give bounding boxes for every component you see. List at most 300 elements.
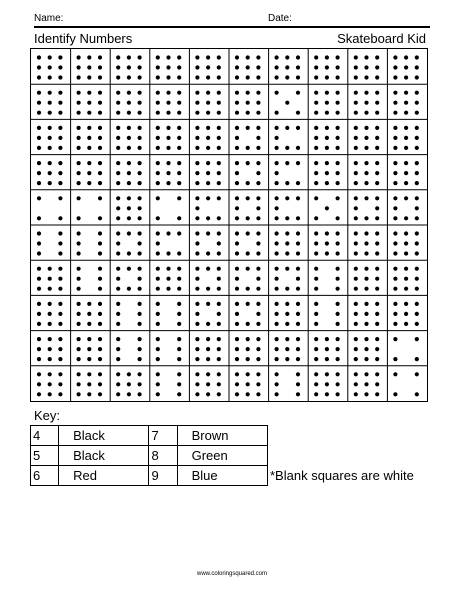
cell-dot bbox=[195, 216, 199, 220]
cell-dot bbox=[325, 101, 329, 105]
cell-dot bbox=[415, 55, 419, 59]
cell-dot bbox=[364, 101, 368, 105]
cell-dot bbox=[256, 241, 260, 245]
cell-dot bbox=[256, 277, 260, 281]
grid-cell[interactable] bbox=[354, 196, 380, 220]
cell-dot bbox=[275, 287, 279, 291]
cell-dot bbox=[166, 287, 170, 291]
grid-cell[interactable] bbox=[77, 267, 103, 291]
grid-cell[interactable] bbox=[37, 231, 63, 255]
grid-cell[interactable] bbox=[156, 161, 182, 185]
cell-dot bbox=[116, 322, 120, 326]
cell-dot bbox=[127, 146, 131, 150]
cell-dot bbox=[364, 181, 368, 185]
cell-dot bbox=[404, 302, 408, 306]
grid-cell[interactable] bbox=[77, 196, 103, 220]
cell-dot bbox=[296, 302, 300, 306]
cell-dot bbox=[195, 372, 199, 376]
cell-dot bbox=[364, 267, 368, 271]
grid-cell[interactable] bbox=[37, 91, 63, 115]
cell-dot bbox=[166, 277, 170, 281]
cell-dot bbox=[58, 251, 62, 255]
cell-dot bbox=[404, 251, 408, 255]
grid-cell[interactable] bbox=[235, 372, 261, 396]
cell-dot bbox=[98, 251, 102, 255]
grid-cell[interactable] bbox=[275, 126, 301, 150]
grid-cell[interactable] bbox=[37, 196, 63, 220]
cell-dot bbox=[404, 231, 408, 235]
cell-dot bbox=[195, 146, 199, 150]
cell-dot bbox=[393, 277, 397, 281]
worksheet-subtitle: Skateboard Kid bbox=[337, 31, 426, 46]
cell-dot bbox=[314, 216, 318, 220]
cell-dot bbox=[375, 372, 379, 376]
cell-dot bbox=[314, 337, 318, 341]
cell-dot bbox=[177, 146, 181, 150]
cell-dot bbox=[127, 171, 131, 175]
cell-dot bbox=[138, 216, 142, 220]
grid-cell[interactable] bbox=[37, 55, 63, 79]
grid-cell[interactable] bbox=[156, 55, 182, 79]
cell-dot bbox=[256, 126, 260, 130]
cell-dot bbox=[48, 65, 52, 69]
grid-cell[interactable] bbox=[354, 55, 380, 79]
grid-cell[interactable] bbox=[275, 302, 301, 326]
cell-dot bbox=[177, 231, 181, 235]
cell-dot bbox=[156, 231, 160, 235]
cell-dot bbox=[138, 75, 142, 79]
grid-cell[interactable] bbox=[314, 55, 340, 79]
grid-cell[interactable] bbox=[77, 372, 103, 396]
grid-cell[interactable] bbox=[156, 372, 182, 396]
cell-dot bbox=[336, 196, 340, 200]
cell-dot bbox=[195, 392, 199, 396]
cell-dot bbox=[138, 101, 142, 105]
grid-cell[interactable] bbox=[116, 55, 142, 79]
cell-dot bbox=[116, 111, 120, 115]
grid-cell[interactable] bbox=[37, 161, 63, 185]
cell-dot bbox=[217, 171, 221, 175]
grid-cell[interactable] bbox=[354, 302, 380, 326]
grid-cell[interactable] bbox=[116, 372, 142, 396]
cell-dot bbox=[354, 372, 358, 376]
grid-cell[interactable] bbox=[314, 91, 340, 115]
cell-dot bbox=[87, 357, 91, 361]
cell-dot bbox=[314, 382, 318, 386]
cell-dot bbox=[246, 392, 250, 396]
cell-dot bbox=[404, 181, 408, 185]
cell-dot bbox=[256, 287, 260, 291]
cell-dot bbox=[246, 181, 250, 185]
cell-dot bbox=[37, 302, 41, 306]
grid-cell[interactable] bbox=[195, 231, 221, 255]
cell-dot bbox=[364, 251, 368, 255]
cell-dot bbox=[415, 146, 419, 150]
cell-dot bbox=[364, 216, 368, 220]
cell-dot bbox=[37, 65, 41, 69]
cell-dot bbox=[275, 372, 279, 376]
cell-dot bbox=[127, 91, 131, 95]
grid-cell[interactable] bbox=[314, 161, 340, 185]
cell-dot bbox=[275, 231, 279, 235]
grid-cell[interactable] bbox=[354, 337, 380, 361]
grid-cell[interactable] bbox=[354, 267, 380, 291]
cell-dot bbox=[246, 347, 250, 351]
cell-dot bbox=[375, 75, 379, 79]
grid-cell[interactable] bbox=[77, 302, 103, 326]
cell-dot bbox=[48, 75, 52, 79]
cell-dot bbox=[364, 347, 368, 351]
cell-dot bbox=[285, 101, 289, 105]
grid-cell[interactable] bbox=[275, 337, 301, 361]
grid-cell[interactable] bbox=[354, 231, 380, 255]
cell-dot bbox=[138, 322, 142, 326]
cell-dot bbox=[364, 392, 368, 396]
cell-dot bbox=[87, 302, 91, 306]
cell-dot bbox=[166, 75, 170, 79]
grid-cell[interactable] bbox=[156, 126, 182, 150]
cell-dot bbox=[235, 91, 239, 95]
cell-dot bbox=[138, 55, 142, 59]
cell-dot bbox=[393, 146, 397, 150]
key-color: Black bbox=[59, 446, 149, 466]
cell-dot bbox=[275, 206, 279, 210]
cell-dot bbox=[256, 111, 260, 115]
key-color: Red bbox=[59, 466, 149, 486]
grid-cell[interactable] bbox=[195, 55, 221, 79]
cell-dot bbox=[138, 251, 142, 255]
cell-dot bbox=[275, 65, 279, 69]
cell-dot bbox=[177, 75, 181, 79]
grid-cell[interactable] bbox=[156, 231, 182, 255]
cell-dot bbox=[166, 55, 170, 59]
cell-dot bbox=[116, 181, 120, 185]
cell-dot bbox=[195, 136, 199, 140]
cell-dot bbox=[275, 241, 279, 245]
cell-dot bbox=[206, 75, 210, 79]
grid-cell[interactable] bbox=[235, 302, 261, 326]
cell-dot bbox=[393, 206, 397, 210]
grid-cell[interactable] bbox=[37, 302, 63, 326]
grid-cell[interactable] bbox=[77, 161, 103, 185]
grid-cell[interactable] bbox=[235, 337, 261, 361]
cell-dot bbox=[375, 216, 379, 220]
cell-dot bbox=[393, 171, 397, 175]
cell-dot bbox=[325, 75, 329, 79]
cell-dot bbox=[195, 171, 199, 175]
grid-cell[interactable] bbox=[235, 267, 261, 291]
cell-dot bbox=[206, 287, 210, 291]
cell-dot bbox=[116, 231, 120, 235]
cell-dot bbox=[296, 231, 300, 235]
grid-cell[interactable] bbox=[195, 372, 221, 396]
cell-dot bbox=[58, 101, 62, 105]
cell-dot bbox=[256, 251, 260, 255]
grid-cell[interactable] bbox=[235, 196, 261, 220]
cell-dot bbox=[246, 267, 250, 271]
grid-cell[interactable] bbox=[314, 337, 340, 361]
grid-cell[interactable] bbox=[195, 196, 221, 220]
cell-dot bbox=[156, 196, 160, 200]
cell-dot bbox=[296, 111, 300, 115]
grid-cell[interactable] bbox=[37, 372, 63, 396]
cell-dot bbox=[127, 392, 131, 396]
cell-dot bbox=[195, 75, 199, 79]
cell-dot bbox=[37, 91, 41, 95]
grid-cell[interactable] bbox=[235, 91, 261, 115]
cell-dot bbox=[77, 231, 81, 235]
cell-dot bbox=[177, 181, 181, 185]
cell-dot bbox=[217, 382, 221, 386]
cell-dot bbox=[37, 277, 41, 281]
cell-dot bbox=[415, 206, 419, 210]
cell-dot bbox=[156, 171, 160, 175]
cell-dot bbox=[275, 347, 279, 351]
cell-dot bbox=[138, 136, 142, 140]
cell-dot bbox=[138, 146, 142, 150]
grid-cell[interactable] bbox=[314, 267, 340, 291]
cell-dot bbox=[325, 357, 329, 361]
grid-cell[interactable] bbox=[314, 126, 340, 150]
grid-cell[interactable] bbox=[393, 372, 419, 396]
cell-dot bbox=[393, 55, 397, 59]
cell-dot bbox=[37, 241, 41, 245]
cell-dot bbox=[354, 241, 358, 245]
cell-dot bbox=[404, 277, 408, 281]
cell-dot bbox=[285, 347, 289, 351]
grid-cell[interactable] bbox=[354, 126, 380, 150]
grid-cell[interactable] bbox=[314, 196, 340, 220]
cell-dot bbox=[138, 357, 142, 361]
grid-cell[interactable] bbox=[195, 161, 221, 185]
cell-dot bbox=[336, 146, 340, 150]
grid-cell[interactable] bbox=[195, 267, 221, 291]
grid-cell[interactable] bbox=[156, 91, 182, 115]
cell-dot bbox=[235, 196, 239, 200]
cell-dot bbox=[206, 267, 210, 271]
grid-cell[interactable] bbox=[235, 231, 261, 255]
grid-cell[interactable] bbox=[156, 267, 182, 291]
grid-cell[interactable] bbox=[314, 231, 340, 255]
grid-cell[interactable] bbox=[354, 91, 380, 115]
cell-dot bbox=[195, 196, 199, 200]
cell-dot bbox=[314, 347, 318, 351]
grid-cell[interactable] bbox=[275, 161, 301, 185]
cell-dot bbox=[285, 251, 289, 255]
grid-cell[interactable] bbox=[275, 267, 301, 291]
cell-dot bbox=[206, 302, 210, 306]
cell-dot bbox=[127, 206, 131, 210]
cell-dot bbox=[217, 146, 221, 150]
grid-cell[interactable] bbox=[116, 126, 142, 150]
grid-cell[interactable] bbox=[393, 161, 419, 185]
grid-cell[interactable] bbox=[275, 55, 301, 79]
grid-cell[interactable] bbox=[195, 302, 221, 326]
cell-dot bbox=[58, 136, 62, 140]
grid-cell[interactable] bbox=[37, 337, 63, 361]
cell-dot bbox=[404, 196, 408, 200]
cell-dot bbox=[275, 55, 279, 59]
grid-cell[interactable] bbox=[156, 196, 182, 220]
cell-dot bbox=[393, 161, 397, 165]
grid-cell[interactable] bbox=[393, 267, 419, 291]
grid-cell[interactable] bbox=[393, 126, 419, 150]
cell-dot bbox=[37, 111, 41, 115]
grid-cell[interactable] bbox=[116, 267, 142, 291]
cell-dot bbox=[48, 136, 52, 140]
grid-cell[interactable] bbox=[275, 196, 301, 220]
cell-dot bbox=[37, 392, 41, 396]
cell-dot bbox=[354, 322, 358, 326]
grid-cell[interactable] bbox=[77, 91, 103, 115]
cell-dot bbox=[77, 372, 81, 376]
grid-cell[interactable] bbox=[275, 372, 301, 396]
grid-cell[interactable] bbox=[235, 126, 261, 150]
grid-cell[interactable] bbox=[77, 55, 103, 79]
cell-dot bbox=[246, 161, 250, 165]
grid-cell[interactable] bbox=[393, 196, 419, 220]
cell-dot bbox=[87, 347, 91, 351]
cell-dot bbox=[217, 65, 221, 69]
cell-dot bbox=[77, 357, 81, 361]
cell-dot bbox=[98, 111, 102, 115]
cell-dot bbox=[98, 146, 102, 150]
cell-dot bbox=[37, 101, 41, 105]
cell-dot bbox=[156, 357, 160, 361]
grid-cell[interactable] bbox=[116, 91, 142, 115]
key-number: 7 bbox=[149, 426, 177, 446]
cell-dot bbox=[177, 302, 181, 306]
cell-dot bbox=[116, 171, 120, 175]
grid-cell[interactable] bbox=[393, 337, 419, 361]
cell-dot bbox=[415, 136, 419, 140]
grid-cell[interactable] bbox=[195, 337, 221, 361]
cell-dot bbox=[217, 126, 221, 130]
grid-cell[interactable] bbox=[116, 231, 142, 255]
cell-dot bbox=[314, 322, 318, 326]
cell-dot bbox=[246, 216, 250, 220]
grid-cell[interactable] bbox=[77, 126, 103, 150]
grid-cell[interactable] bbox=[314, 302, 340, 326]
cell-dot bbox=[246, 322, 250, 326]
grid-cell[interactable] bbox=[156, 337, 182, 361]
cell-dot bbox=[206, 146, 210, 150]
cell-dot bbox=[166, 161, 170, 165]
cell-dot bbox=[166, 181, 170, 185]
cell-dot bbox=[177, 267, 181, 271]
cell-dot bbox=[127, 372, 131, 376]
grid-cell[interactable] bbox=[393, 231, 419, 255]
cell-dot bbox=[177, 136, 181, 140]
cell-dot bbox=[48, 111, 52, 115]
cell-dot bbox=[275, 277, 279, 281]
grid-cell[interactable] bbox=[116, 196, 142, 220]
cell-dot bbox=[195, 65, 199, 69]
dot-grid bbox=[30, 48, 428, 402]
grid-cell[interactable] bbox=[275, 231, 301, 255]
cell-dot bbox=[37, 171, 41, 175]
cell-dot bbox=[77, 181, 81, 185]
cell-dot bbox=[98, 91, 102, 95]
cell-dot bbox=[156, 146, 160, 150]
grid-cell[interactable] bbox=[393, 302, 419, 326]
cell-dot bbox=[325, 161, 329, 165]
grid-cell[interactable] bbox=[393, 91, 419, 115]
grid-cell[interactable] bbox=[116, 302, 142, 326]
grid-cell[interactable] bbox=[354, 372, 380, 396]
grid-cell[interactable] bbox=[393, 55, 419, 79]
cell-dot bbox=[235, 55, 239, 59]
cell-dot bbox=[336, 277, 340, 281]
cell-dot bbox=[58, 267, 62, 271]
cell-dot bbox=[37, 382, 41, 386]
grid-cell[interactable] bbox=[77, 231, 103, 255]
cell-dot bbox=[195, 312, 199, 316]
cell-dot bbox=[48, 302, 52, 306]
cell-dot bbox=[98, 216, 102, 220]
cell-dot bbox=[156, 126, 160, 130]
cell-dot bbox=[37, 372, 41, 376]
cell-dot bbox=[354, 75, 358, 79]
cell-dot bbox=[314, 231, 318, 235]
grid-cell[interactable] bbox=[37, 267, 63, 291]
grid-cell[interactable] bbox=[116, 337, 142, 361]
cell-dot bbox=[77, 55, 81, 59]
grid-cell[interactable] bbox=[235, 161, 261, 185]
cell-dot bbox=[48, 91, 52, 95]
cell-dot bbox=[354, 161, 358, 165]
grid-cell[interactable] bbox=[156, 302, 182, 326]
cell-dot bbox=[364, 65, 368, 69]
cell-dot bbox=[87, 75, 91, 79]
cell-dot bbox=[256, 55, 260, 59]
cell-dot bbox=[48, 382, 52, 386]
cell-dot bbox=[375, 322, 379, 326]
grid-cell[interactable] bbox=[235, 55, 261, 79]
cell-dot bbox=[314, 357, 318, 361]
cell-dot bbox=[37, 287, 41, 291]
cell-dot bbox=[375, 251, 379, 255]
grid-cell[interactable] bbox=[77, 337, 103, 361]
cell-dot bbox=[375, 302, 379, 306]
cell-dot bbox=[275, 267, 279, 271]
cell-dot bbox=[195, 181, 199, 185]
cell-dot bbox=[285, 302, 289, 306]
cell-dot bbox=[325, 337, 329, 341]
grid-cell[interactable] bbox=[195, 91, 221, 115]
cell-dot bbox=[98, 347, 102, 351]
cell-dot bbox=[217, 357, 221, 361]
cell-dot bbox=[256, 347, 260, 351]
cell-dot bbox=[415, 337, 419, 341]
cell-dot bbox=[206, 55, 210, 59]
cell-dot bbox=[156, 75, 160, 79]
grid-cell[interactable] bbox=[116, 161, 142, 185]
date-label: Date: bbox=[268, 13, 292, 24]
cell-dot bbox=[235, 267, 239, 271]
grid-cell[interactable] bbox=[195, 126, 221, 150]
cell-dot bbox=[275, 302, 279, 306]
cell-dot bbox=[404, 91, 408, 95]
cell-dot bbox=[127, 181, 131, 185]
grid-cell[interactable] bbox=[37, 126, 63, 150]
cell-dot bbox=[116, 251, 120, 255]
grid-cell[interactable] bbox=[275, 91, 301, 115]
grid-cell[interactable] bbox=[354, 161, 380, 185]
grid-cell[interactable] bbox=[314, 372, 340, 396]
cell-dot bbox=[364, 241, 368, 245]
cell-dot bbox=[364, 91, 368, 95]
